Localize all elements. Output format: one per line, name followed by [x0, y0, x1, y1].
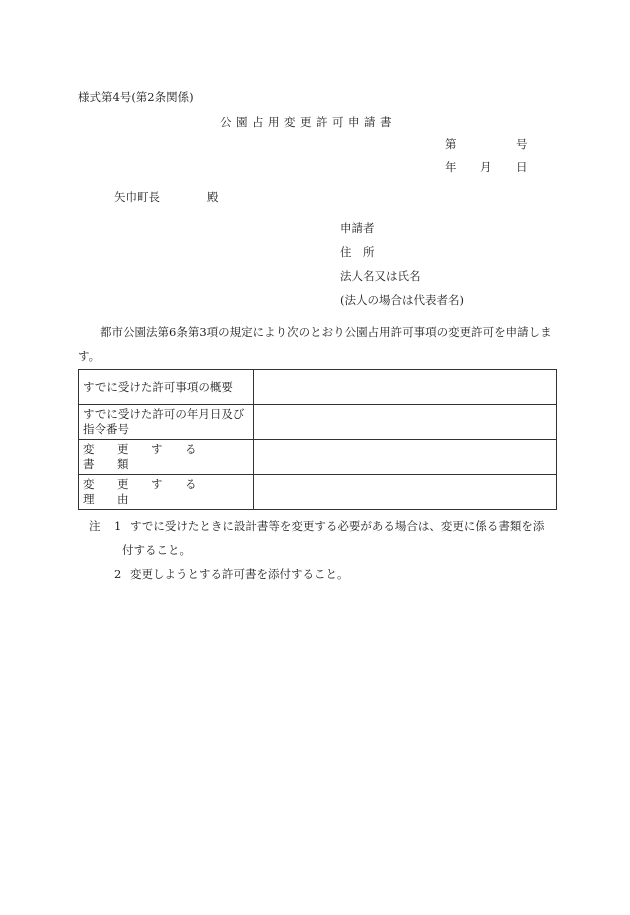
applicant-label: 申請者 [340, 221, 375, 235]
note-number: 1 [114, 519, 122, 533]
applicant-representative-note: (法人の場合は代表者名) [340, 293, 464, 307]
date-month-label: 月 [480, 160, 492, 174]
row-label-permit-date-number: すでに受けた許可の年月日及び指令番号 [79, 405, 254, 440]
row-value-changed-documents[interactable] [254, 440, 557, 475]
document-title: 公園占用変更許可申請書 [220, 115, 396, 129]
row-value-permit-summary[interactable] [254, 370, 557, 405]
form-number: 様式第4号(第2条関係) [78, 90, 194, 104]
date-day-label: 日 [516, 160, 528, 174]
date-year-label: 年 [445, 160, 457, 174]
row-label-permit-summary: すでに受けた許可事項の概要 [79, 370, 254, 405]
row-label-change-reason: 変更する理由 [79, 475, 254, 510]
addressee-honorific: 殿 [207, 190, 219, 204]
note-text: 変更しようとする許可書を添付すること。 [130, 567, 349, 581]
note-text: すでに受けたときに設計書等を変更する必要がある場合は、変更に係る書類を添 [130, 519, 545, 533]
permit-change-table [78, 369, 557, 510]
application-statement: 都市公園法第6条第3項の規定により次のとおり公園占用許可事項の変更許可を申請します。 [78, 325, 552, 363]
notes-mark: 注 [89, 519, 101, 533]
note-number: 2 [114, 567, 122, 581]
document-number-suffix: 号 [516, 137, 528, 151]
applicant-name-label: 法人名又は氏名 [340, 269, 421, 283]
table-row [79, 405, 557, 440]
note-text-continuation: 付すること。 [122, 543, 191, 557]
table-row [79, 475, 557, 510]
document-number-prefix: 第 [445, 137, 457, 151]
row-label-changed-documents: 変更する書類 [79, 440, 254, 475]
applicant-address-label: 住 所 [340, 245, 375, 259]
table-row [79, 370, 557, 405]
table-row [79, 440, 557, 475]
addressee-name: 矢巾町長 [114, 190, 160, 204]
row-value-change-reason[interactable] [254, 475, 557, 510]
row-value-permit-date-number[interactable] [254, 405, 557, 440]
